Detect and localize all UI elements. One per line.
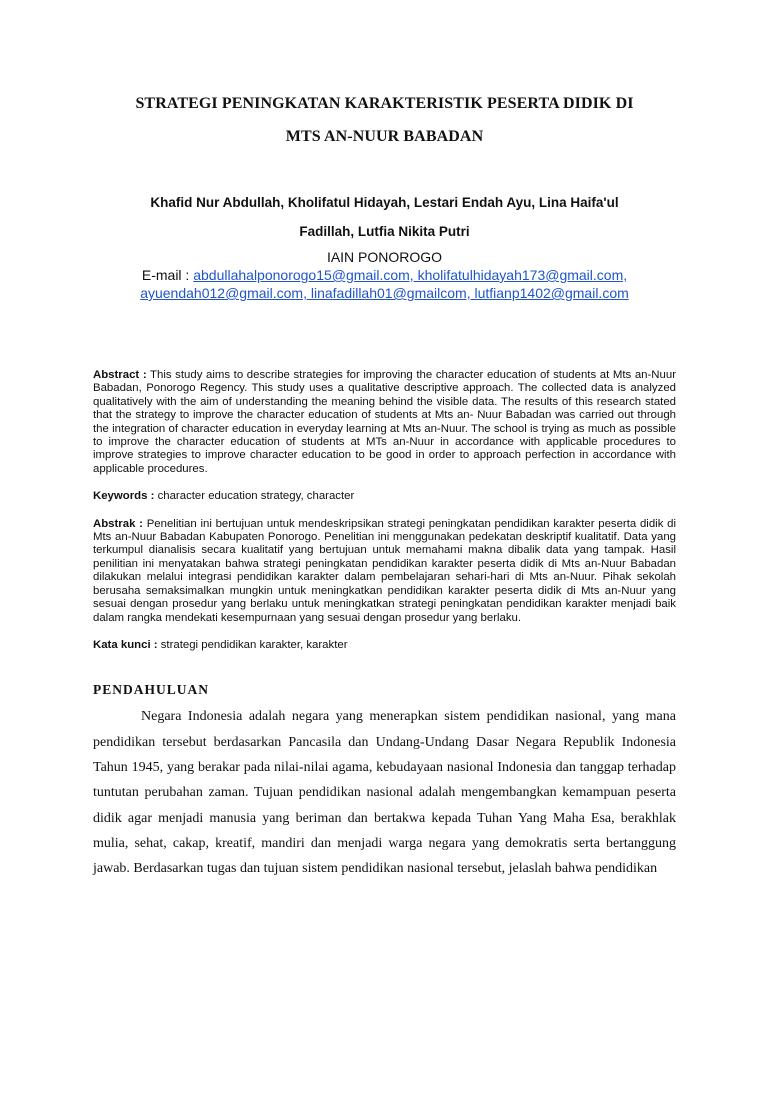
email-label: E-mail : — [141, 267, 194, 283]
keywords-indonesian — [93, 639, 676, 652]
abstract-label: Abstract : — [93, 369, 147, 381]
paper-page — [0, 87, 768, 1111]
email-block — [93, 266, 676, 302]
kata-kunci-label: Kata kunci : — [93, 638, 158, 651]
abstrak-label: Abstrak : — [93, 517, 143, 530]
intro-paragraph: Negara Indonesia adalah negara yang menerapkan sistem pendidikan nasional, yang mana pendidikan tersebut berdasarkan Pancasila dan Undang-Undang Dasar Negara Republik Indonesia Tahun 1945, yang berakar pada nilai-nilai agama, kebudayaan nasional Indonesia dan tanggap terhadap tuntutan perubahan zaman. Tujuan pendidikan nasional adalah mengembangkan kemampuan peserta didik agar menjadi manusia yang beriman dan bertakwa kepada Tuhan Yang Maha Esa, berakhlak mulia, sehat, cakap, kreatif, mandiri dan menjadi warga negara yang demokratis serta bertanggung jawab. Berdasarkan tugas dan tujuan sistem pendidikan nasional tersebut, jelaslah bahwa pendidikan — [93, 709, 676, 877]
abstrak-text: Penelitian ini bertujuan untuk mendeskripsikan strategi peningkatan pendidikan karakter peserta didik di Mts an-Nuur Babadan Kabupaten Ponorogo. Penelitian ini menggunakan pedekatan deskriptif kualitatif. Data yang terkumpul dianalisis secara kualitatif yang bertujuan untuk memahami makna dibalik data yang tampak. Hasil penilitian ini menyatakan bahwa strategi peningkatan pendidikan karakter peserta didik di Mts an-Nuur Babadan dilakukan melalui integrasi pendidikan karakter dalam pembelajaran sehari-hari di Mts an-Nuur. Pihak sekolah berusaha semaksimalkan mungkin untuk meningkatkan pendidikan karakter peserta didik di Mts an-Nuur yang sesuai dengan prosedur yang berlaku untuk meningkatkan strategi peningkatan pendidikan karakter menjadi baik dalam rangka mendekati kesempurnaan yang sesuai dengan prosedur yang berlaku. — [93, 517, 676, 624]
keywords-label: Keywords : — [93, 490, 155, 503]
authors-line-2: Fadillah, Lutfia Nikita Putri — [299, 224, 470, 239]
email-links-line-1[interactable]: abdullahalponorogo15@gmail.com, kholifatulhidayah173@gmail.com, — [193, 267, 628, 283]
abstract-text: This study aims to describe strategies for improving the character education of students at Mts an-Nuur Babadan, Ponorogo Regency. This study uses a qualitative descriptive approach. The collected data is analyzed qualitatively with the aim of understanding the meaning behind the visible data. The results of this research stated that the strategy to improve the character education of students at Mts an- Nuur Babadan was carried out through the integration of character education in everyday learning at Mts an-Nuur. The school is trying as much as possible to improve the character education of students at MTs an-Nuur in accordance with applicable procedures to improve strategies to improve character education to be good in order to approach perfection in accordance with applicable procedures. — [93, 369, 676, 475]
kata-kunci-text: strategi pendidikan karakter, karakter — [157, 638, 348, 651]
institution: IAIN PONOROGO — [326, 249, 443, 265]
email-links-line-2[interactable]: ayuendah012@gmail.com, linafadillah01@gmailcom, lutfianp1402@gmail.com — [140, 285, 629, 301]
paper-title — [93, 87, 676, 153]
author-list — [93, 188, 676, 246]
section-heading-pendahuluan: PENDAHULUAN — [93, 682, 210, 698]
abstract-indonesian — [93, 518, 676, 625]
title-line-2: MTS AN-NUUR BABADAN — [285, 128, 484, 145]
keywords-english — [93, 490, 676, 503]
authors-line-1: Khafid Nur Abdullah, Kholifatul Hidayah, Lestari Endah Ayu, Lina Haifa'ul — [150, 195, 619, 210]
title-line-1: STRATEGI PENINGKATAN KARAKTERISTIK PESERTA DIDIK DI — [135, 95, 634, 112]
keywords-text: character education strategy, character — [154, 490, 355, 503]
abstract-english — [93, 369, 676, 476]
